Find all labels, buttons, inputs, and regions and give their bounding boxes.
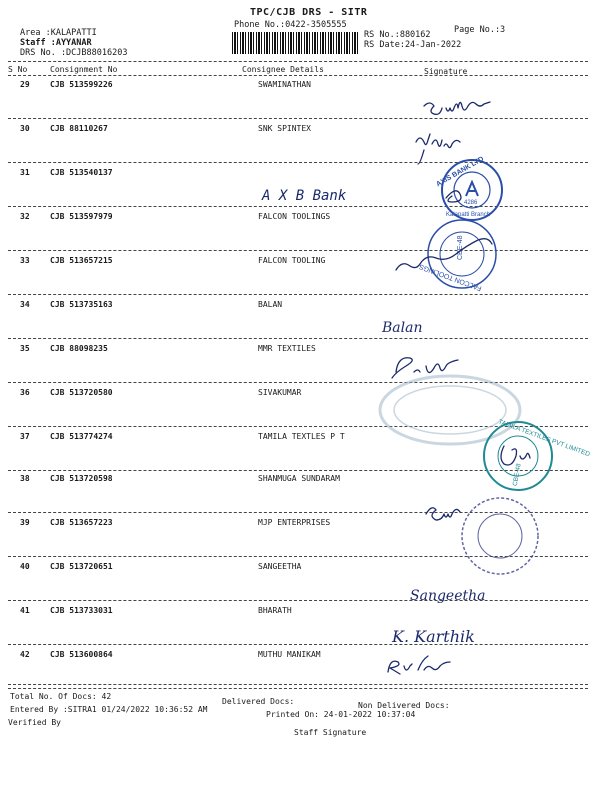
column-header-sno: S No — [8, 65, 28, 74]
row-consignment-no: CJB 88110267 — [50, 124, 108, 133]
row-sno: 39 — [20, 518, 30, 527]
row-consignee: TAMILA TEXTLES P T — [258, 432, 345, 441]
row-consignee: SWAMINATHAN — [258, 80, 311, 89]
row-consignment-no: CJB 513720598 — [50, 474, 113, 483]
entered-by: Entered By :SITRA1 01/24/2022 10:36:52 AM — [10, 705, 208, 714]
row-consignment-no: CJB 513657223 — [50, 518, 113, 527]
column-header-signature: Signature — [424, 67, 468, 76]
signature-33 — [396, 239, 492, 270]
row-consignment-no: CJB 513720651 — [50, 562, 113, 571]
handwriting-row31: A X B Bank — [262, 188, 347, 204]
row-consignment-no: CJB 513600864 — [50, 650, 113, 659]
row-consignee: FALCON TOOLINGS — [258, 212, 331, 221]
row-sno: 42 — [20, 650, 30, 659]
footer-divider — [8, 684, 588, 685]
delivered-docs: Delivered Docs: — [222, 697, 295, 706]
row-consignment-no: CJB 513733031 — [50, 606, 113, 615]
signature-37 — [501, 446, 530, 465]
row-consignee: BHARATH — [258, 606, 292, 615]
staff-field: Staff :AYYANAR — [20, 38, 92, 48]
row-consignee: MUTHU MANIKAM — [258, 650, 321, 659]
row-consignee: SHANMUGA SUNDARAM — [258, 474, 340, 483]
row-sno: 30 — [20, 124, 30, 133]
signature-30 — [416, 134, 460, 164]
staff-signature: Staff Signature — [294, 728, 367, 737]
bank-stamp-name: AXIS BANK LTD — [435, 155, 486, 189]
area-field: Area :KALAPATTI — [20, 28, 97, 38]
verified-by: Verified By — [8, 718, 61, 727]
row-sno: 36 — [20, 388, 30, 397]
row-consignment-no: CJB 513735163 — [50, 300, 113, 309]
row-sno: 33 — [20, 256, 30, 265]
falcon-stamp-place: CBE-48 — [457, 235, 464, 260]
signature-38 — [426, 508, 460, 520]
falcon-stamp-name: FALCON TOOLINGS — [418, 262, 483, 292]
total-docs: Total No. Of Docs: 42 — [10, 692, 112, 701]
signature-31 — [446, 191, 461, 202]
row-sno: 37 — [20, 432, 30, 441]
handwriting-row40: Sangeetha — [410, 588, 486, 604]
faint-stamp — [380, 376, 520, 444]
bank-stamp-branch: Kalapatti Branch — [446, 212, 491, 218]
handwriting-row34: Balan — [382, 320, 423, 336]
rs-number: RS No.:880162 — [364, 30, 431, 40]
row-consignee: SIVAKUMAR — [258, 388, 302, 397]
row-consignee: MMR TEXTILES — [258, 344, 316, 353]
row-consignee: SANGEETHA — [258, 562, 302, 571]
document-title: TPC/CJB DRS - SITR — [250, 7, 368, 18]
drs-number: DRS No. :DCJB88016203 — [20, 48, 128, 58]
signature-42 — [388, 656, 450, 674]
tamila-stamp — [484, 418, 591, 490]
row-consignment-no: CJB 88098235 — [50, 344, 108, 353]
handwriting-row41: K. Karthik — [392, 627, 475, 646]
row-consignment-no: CJB 513599226 — [50, 80, 113, 89]
bank-stamp-code: 4286 — [464, 200, 478, 206]
row-consignment-no: CJB 513657215 — [50, 256, 113, 265]
mjp-stamp — [462, 498, 538, 574]
column-header-consignee: Consignee Details — [242, 65, 324, 74]
row-consignee: BALAN — [258, 300, 283, 309]
falcon-stamp — [418, 220, 496, 292]
row-sno: 29 — [20, 80, 30, 89]
row-consignee: MJP ENTERPRISES — [258, 518, 331, 527]
row-sno: 35 — [20, 344, 30, 353]
column-header-consignment: Consignment No — [50, 65, 118, 74]
row-consignment-no: CJB 513774274 — [50, 432, 113, 441]
row-sno: 32 — [20, 212, 30, 221]
row-consignee: FALCON TOOLING — [258, 256, 326, 265]
row-sno: 40 — [20, 562, 30, 571]
non-delivered-docs: Non Delivered Docs: — [358, 701, 450, 710]
printed-on: Printed On: 24-01-2022 10:37:04 — [266, 710, 416, 719]
row-sno: 31 — [20, 168, 30, 177]
row-consignee: SNK SPINTEX — [258, 124, 311, 133]
signature-29 — [424, 102, 490, 114]
row-consignment-no: CJB 513720580 — [50, 388, 113, 397]
tamila-stamp-place: CBE-48 — [511, 462, 523, 487]
page-number: Page No.:3 — [454, 25, 506, 35]
bank-stamp — [435, 156, 502, 220]
row-consignment-no: CJB 513597979 — [50, 212, 113, 221]
row-sno: 38 — [20, 474, 30, 483]
row-sno: 34 — [20, 300, 30, 309]
tamila-stamp-name: TAMILA TEXTILES PVT LIMITED — [497, 418, 591, 459]
row-sno: 41 — [20, 606, 30, 615]
phone-number: Phone No.:0422-3505555 — [234, 20, 347, 30]
row-consignment-no: CJB 513540137 — [50, 168, 113, 177]
rs-date: RS Date:24-Jan-2022 — [364, 40, 462, 50]
